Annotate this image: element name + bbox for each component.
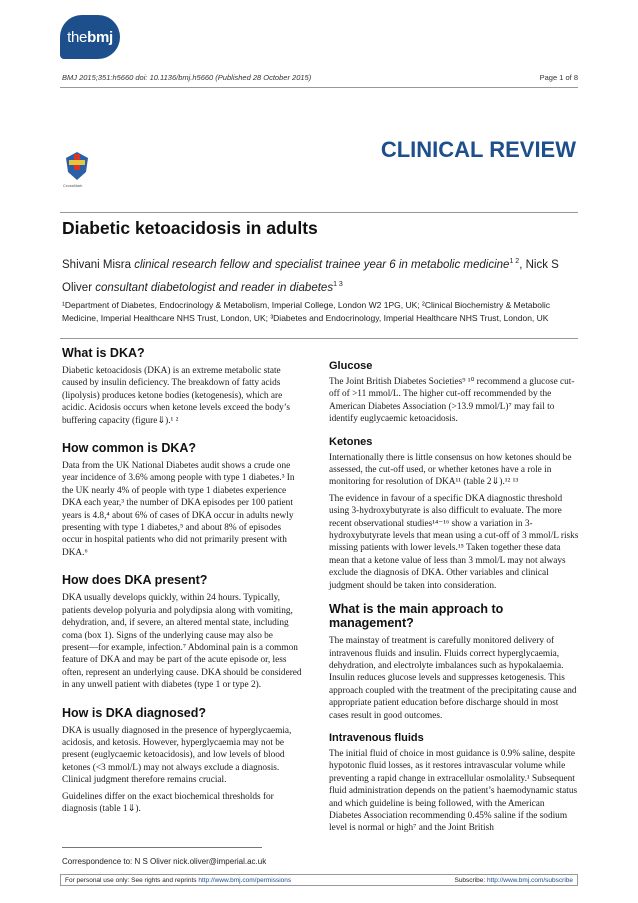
author-affiliation-ref: 1 3 <box>333 280 343 288</box>
footer-rights-text: For personal use only: See rights and reprints <box>65 876 199 884</box>
paragraph: Diabetic ketoacidosis (DKA) is an extreme metabolic state caused by insulin deficiency. The breakdown of fatty acids (lipolysis) produces ketone bodies (ketogenesis), which are acidic. Acidosis occurs when ketone levels exceed the body’s buffering capacity (figure⇓).¹ ² <box>62 366 290 426</box>
paragraph: DKA is usually diagnosed in the presence of hyperglycaemia, acidosis, and ketosis. However, hyperglycaemia may not be present (euglycaemic ketoacidosis), and low levels of blood ketones (<3 mmol/L) may not always exclude a diagnosis. Clinical judgment therefore remains crucial. <box>62 725 292 786</box>
citation: BMJ 2015;351:h5660 doi: 10.1136/bmj.h5660 (Published 28 October 2015) <box>62 73 312 82</box>
authors: Shivani Misra clinical research fellow and specialist trainee year 6 in metabolic medicine$^{1 2}$, Nick S Oliver consultant diabetologist and reader in diabetes$^{1 3}$ <box>62 258 559 294</box>
permissions-link[interactable]: http://www.bmj.com/permissions <box>198 876 292 884</box>
author-name: Shivani Misra <box>62 258 132 271</box>
header-rule <box>60 87 578 88</box>
logo-text-bold: bmj <box>87 28 113 46</box>
logo-text-light: the <box>67 28 88 46</box>
right-column <box>329 360 579 839</box>
author-role: consultant diabetologist and reader in diabetes <box>95 281 334 294</box>
section-heading: How is DKA diagnosed? <box>62 705 206 720</box>
subsection-heading: Ketones <box>329 435 373 448</box>
section-heading: What is the main approach to management? <box>329 602 504 631</box>
author-role: clinical research fellow and specialist trainee year 6 in metabolic medicine <box>134 258 510 271</box>
author-name: Nick S Oliver <box>62 258 559 294</box>
paragraph: Data from the UK National Diabetes audit shows a crude one year incidence of 3.6% among people with type 1 diabetes.³ In the UK nearly 4% of people with type 1 diabetes experience DKA each year,³ the number of DKA episodes per 100 patient years is 4.8,⁴ about 6% of cases of DKA occur in adults newly presenting with type 1 diabetes,⁵ and about 8% of episodes occur in hospital patients who did not primarily present with DKA.⁶ <box>62 461 295 558</box>
affiliation-rule <box>60 338 578 339</box>
affiliations: ¹Department of Diabetes, Endocrinology & Metabolism, Imperial College, London W2 1PG, UK; ²Clinical Biochemistry & Metabolic Medicine, Imperial Healthcare NHS Trust, London, UK; ³Diabetes and Endocrinology, Imperial Healthcare NHS Trust, London, UK <box>62 300 551 323</box>
crossmark-label: CrossMark <box>63 183 83 188</box>
page-number: Page 1 of 8 <box>539 73 578 82</box>
subsection-heading: Glucose <box>329 360 373 372</box>
section-heading: How does DKA present? <box>62 573 208 588</box>
paragraph: The Joint British Diabetes Societies⁹ ¹⁰ recommend a glucose cut-off of >11 mmol/L. The higher cut-off recommended by the American Diabetes Association (>13.9 mmol/L)⁷ may fail to identify euglycaemic ketoacidosis. <box>329 377 575 425</box>
footer-right <box>454 877 573 884</box>
paragraph: The mainstay of treatment is carefully monitored delivery of intravenous fluids and insulin. Fluids correct hyperglycaemia, dehydration, and electrolyte imbalances such as hypokalaemia. Insulin reduces glucose levels and suppresses ketogenesis. This approach coupled with the treatment of the precipitating cause and appropriate patient education before discharge should in most cases result in good outcomes. <box>329 636 577 721</box>
correspondence: Correspondence to: N S Oliver nick.oliver@imperial.ac.uk <box>62 857 267 866</box>
left-column <box>62 346 302 819</box>
paragraph: The evidence in favour of a specific DKA diagnostic threshold using 3-hydroxybutyrate is also difficult to evaluate. The more recent observational studies¹⁴⁻¹⁶ show a variation in 3-hydroxybutyrate levels that mean using a cut-off of 3 mmol/L risks missing patients with lower levels.¹⁵ Taken together these data mean that a ketone value of less than 3 mmol/L may not always exclude the diagnosis of DKA. Other variables and clinical judgment should be taken into consideration. <box>329 493 579 591</box>
section-heading: How common is DKA? <box>62 441 197 456</box>
page-footer <box>60 874 578 886</box>
section-heading: CLINICAL REVIEW <box>380 137 576 162</box>
bmj-logo <box>60 15 120 59</box>
article-title: Diabetic ketoacidosis in adults <box>62 218 318 238</box>
paragraph: Internationally there is little consensus on how ketones should be assessed, the cut-off used, or whether ketones have a role in monitoring for resolution of DKA¹¹ (table 2⇓).¹² ¹³ <box>329 452 572 488</box>
subscribe-link[interactable]: http://www.bmj.com/subscribe <box>487 876 573 884</box>
footer-subscribe-text: Subscribe: <box>454 876 488 884</box>
crossmark-icon[interactable] <box>62 150 92 184</box>
paragraph: The initial fluid of choice in most guidance is 0.9% saline, despite hypotonic fluid losses, as it restores intravascular volume while preventing a rapid change in extracellular osmolality.¹ Subsequent fluid administration depends on the patient’s haemodynamic status and which guideline is being followed, with the American Diabetes Association recommending 0.45% saline if the sodium level is normal or high⁷ and the Joint British <box>329 748 578 834</box>
footnote-rule <box>62 847 262 848</box>
footer-left <box>65 877 291 884</box>
paragraph: Guidelines differ on the exact biochemical thresholds for diagnosis (table 1⇓). <box>62 791 274 814</box>
subsection-heading: Intravenous fluids <box>329 731 424 744</box>
paragraph: DKA usually develops quickly, within 24 hours. Typically, patients develop polyuria and polydipsia along with vomiting, dehydration, and, if severe, an altered mental state, including coma (box 1). Signs of the underlying cause may also be present—for example, infection.⁷ Abdominal pain is a common feature of DKA and may be part of the acute episode or, less often, represent an underlying cause. DKA should be considered in any unwell patient with diabetes (type 1 or type 2). <box>62 593 302 691</box>
section-heading: What is DKA? <box>62 346 145 360</box>
author-affiliation-ref: 1 2 <box>509 258 520 265</box>
title-rule <box>60 212 578 213</box>
header-line <box>62 73 578 82</box>
